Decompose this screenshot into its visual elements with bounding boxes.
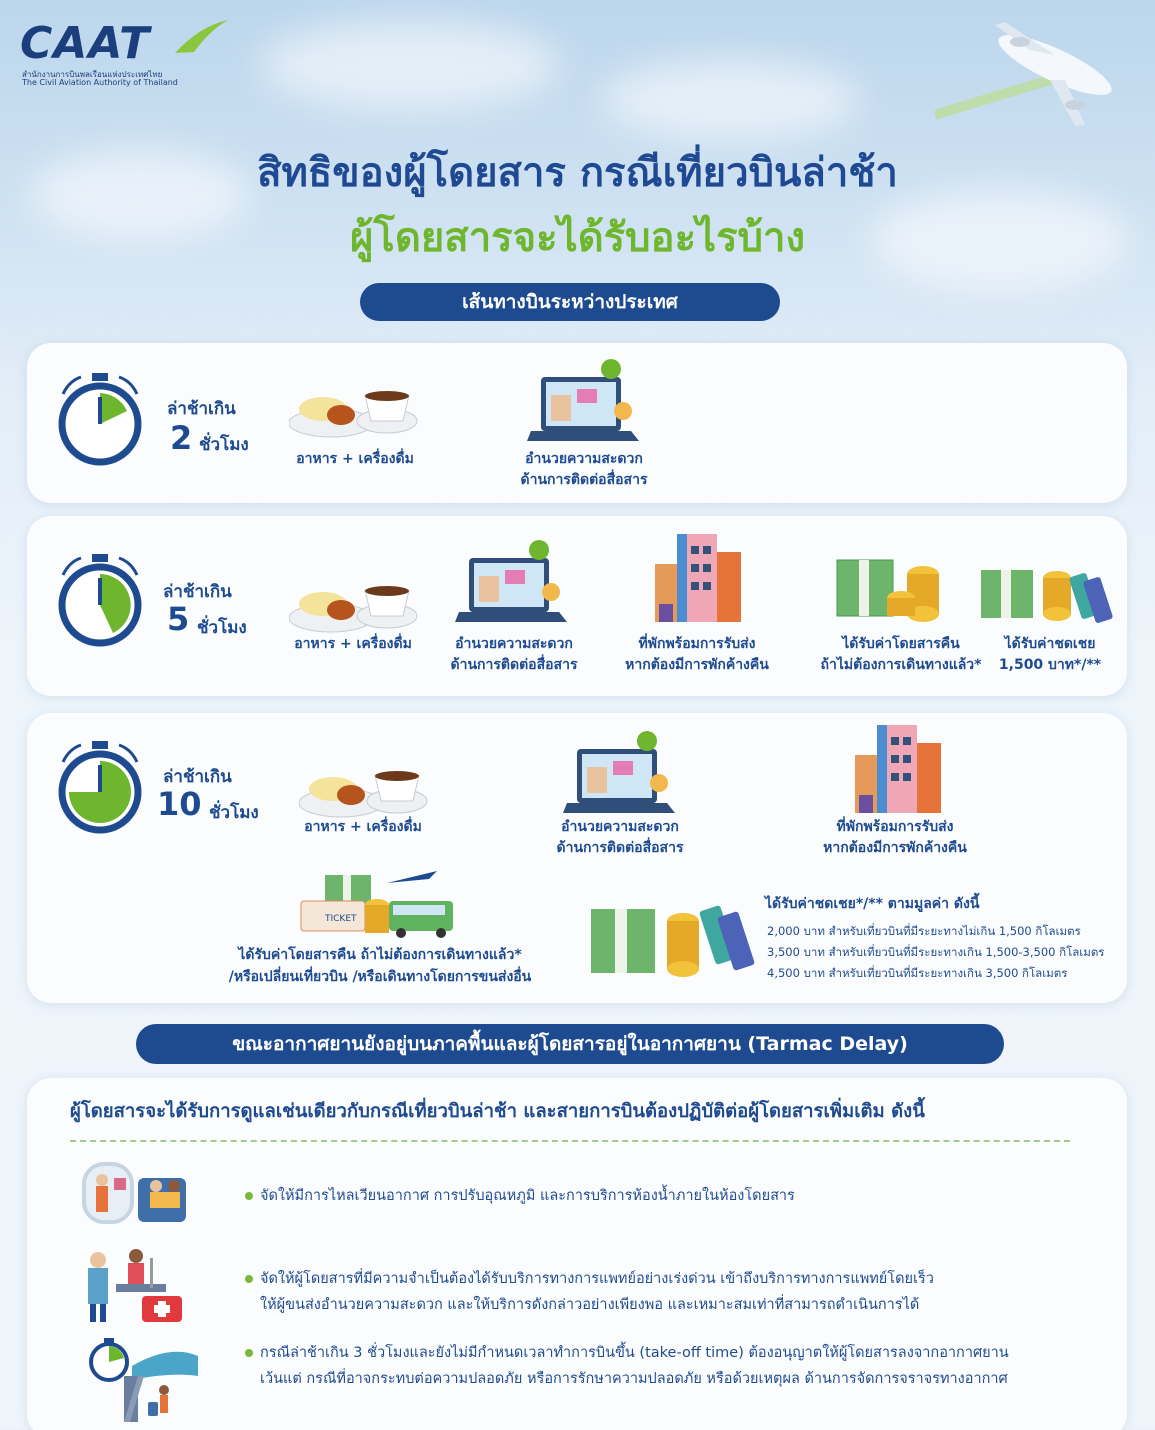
stopwatch-icon	[55, 550, 145, 650]
bullet	[245, 1275, 253, 1283]
item-caption: 1,500 บาท*/**	[998, 657, 1102, 673]
logo-subtitle-th: สำนักงานการบินพลเรือนแห่งประเทศไทย	[22, 70, 163, 79]
disembark-icon	[80, 1336, 200, 1424]
item-caption: ด้านการติดต่อสื่อสาร	[450, 657, 578, 673]
compensation-row: 4,500 บาท สำหรับเที่ยวบินที่มีระยะทางเกิน 3,500 กิโลเมตร	[767, 966, 1068, 980]
item-caption: ได้รับค่าโดยสารคืน ถ้าไม่ต้องการเดินทางแล้ว*	[238, 947, 522, 963]
money-coins-icon	[835, 554, 945, 624]
section-tarmac-delay: ขณะอากาศยานยังอยู่บนภาคพื้นและผู้โดยสารอยู่ในอากาศยาน (Tarmac Delay)	[136, 1024, 1004, 1064]
tier-card-10h	[27, 713, 1127, 1003]
care-point-text: กรณีล่าช้าเกิน 3 ชั่วโมงและยังไม่มีกำหนดเวลาทำการบินขึ้น (take-off time) ต้องอนุญาตให้ผู้โดยสารลงจากอากาศยาน	[260, 1345, 1009, 1361]
item-caption: หากต้องมีการพักค้างคืน	[823, 840, 967, 856]
medical-service-icon	[80, 1244, 190, 1324]
delay-label: ล่าช้าเกิน	[163, 767, 232, 787]
laptop-communication-icon	[563, 727, 683, 817]
item-caption: อาหาร + เครื่องดื่ม	[304, 819, 422, 835]
delay-label: ล่าช้าเกิน	[167, 399, 236, 419]
logo-text: CAAT	[20, 18, 151, 69]
stopwatch-icon	[55, 737, 145, 837]
delay-unit: ชั่วโมง	[209, 803, 259, 823]
delay-hours: 10	[157, 785, 202, 823]
cabin-service-icon	[80, 1158, 190, 1226]
bullet	[245, 1192, 253, 1200]
item-caption: /หรือเปลี่ยนเที่ยวบิน /หรือเดินทางโดยการขนส่งอื่น	[228, 969, 532, 985]
item-caption: ที่พักพร้อมการรับส่ง	[836, 819, 954, 835]
item-caption: อำนวยความสะดวก	[525, 451, 643, 467]
delay-label: ล่าช้าเกิน	[163, 582, 232, 602]
money-ticket-icon	[589, 899, 759, 979]
item-caption: ด้านการติดต่อสื่อสาร	[520, 472, 648, 488]
item-caption: ด้านการติดต่อสื่อสาร	[556, 840, 684, 856]
compensation-row: 3,500 บาท สำหรับเที่ยวบินที่มีระยะทางเกิน 1,500-3,500 กิโลเมตร	[767, 945, 1105, 959]
stopwatch-icon	[55, 369, 145, 469]
item-caption: อาหาร + เครื่องดื่ม	[294, 636, 412, 652]
logo-swoosh-icon	[170, 18, 230, 58]
item-caption: ที่พักพร้อมการรับส่ง	[638, 636, 756, 652]
airplane-icon	[935, 10, 1135, 130]
item-caption: อำนวยความสะดวก	[455, 636, 573, 652]
item-caption: ถ้าไม่ต้องการเดินทางแล้ว*	[820, 657, 982, 673]
item-caption: อำนวยความสะดวก	[561, 819, 679, 835]
page-subtitle: ผู้โดยสารจะได้รับอะไรบ้าง	[349, 215, 806, 261]
food-drink-icon	[299, 751, 429, 821]
divider	[70, 1140, 1070, 1142]
laptop-communication-icon	[527, 355, 647, 445]
page-title: สิทธิของผู้โดยสาร กรณีเที่ยวบินล่าช้า	[257, 150, 898, 196]
food-drink-icon	[289, 371, 419, 441]
delay-unit: ชั่วโมง	[197, 618, 247, 638]
tier-card-5h	[27, 516, 1127, 696]
cloud	[600, 60, 860, 140]
hotel-icon	[847, 715, 947, 815]
care-point-text: จัดให้ผู้โดยสารที่มีความจำเป็นต้องได้รับบริการทางการแพทย์อย่างเร่งด่วน เข้าถึงบริการทางการแพทย์โดยเร็ว	[260, 1271, 934, 1287]
item-caption: ได้รับค่าโดยสารคืน	[842, 636, 960, 652]
cloud	[260, 20, 560, 110]
food-drink-icon	[289, 566, 419, 636]
item-caption: อาหาร + เครื่องดื่ม	[296, 451, 414, 467]
section-international-route: เส้นทางบินระหว่างประเทศ	[360, 283, 780, 321]
logo-subtitle-en: The Civil Aviation Authority of Thailand	[22, 78, 178, 87]
compensation-heading: ได้รับค่าชดเชย*/** ตามมูลค่า ดังนี้	[765, 896, 980, 912]
bullet	[245, 1349, 253, 1357]
caat-logo	[20, 18, 240, 88]
ticket-text: TICKET	[325, 914, 357, 924]
care-title: ผู้โดยสารจะได้รับการดูแลเช่นเดียวกับกรณีเที่ยวบินล่าช้า และสายการบินต้องปฏิบัติต่อผู้โดยสารเพิ่มเติม ดังนี้	[70, 1101, 925, 1122]
hotel-icon	[647, 524, 747, 624]
delay-hours: 5	[167, 600, 190, 638]
item-caption: ได้รับค่าชดเชย	[1004, 636, 1096, 652]
delay-hours: 2	[170, 419, 193, 457]
delay-unit: ชั่วโมง	[199, 435, 249, 455]
refund-transport-icon	[297, 865, 457, 941]
care-point-text: ให้ผู้ขนส่งอำนวยความสะดวก และให้บริการดังกล่าวอย่างเพียงพอ และเหมาะสมเท่าที่สามารถดำเนินการได้	[260, 1297, 920, 1313]
care-point-text: เว้นแต่ กรณีที่อาจกระทบต่อความปลอดภัย หรือการรักษาความปลอดภัย หรือด้วยเหตุผล ด้านการจัดการจราจรทางอากาศ	[260, 1371, 1008, 1387]
money-ticket-icon	[979, 564, 1115, 624]
laptop-communication-icon	[455, 536, 575, 626]
compensation-row: 2,000 บาท สำหรับเที่ยวบินที่มีระยะทางไม่เกิน 1,500 กิโลเมตร	[767, 924, 1081, 938]
item-caption: หากต้องมีการพักค้างคืน	[625, 657, 769, 673]
care-point-text: จัดให้มีการไหลเวียนอากาศ การปรับอุณหภูมิ และการบริการห้องน้ำภายในห้องโดยสาร	[260, 1188, 795, 1204]
tier-card-2h	[27, 343, 1127, 503]
